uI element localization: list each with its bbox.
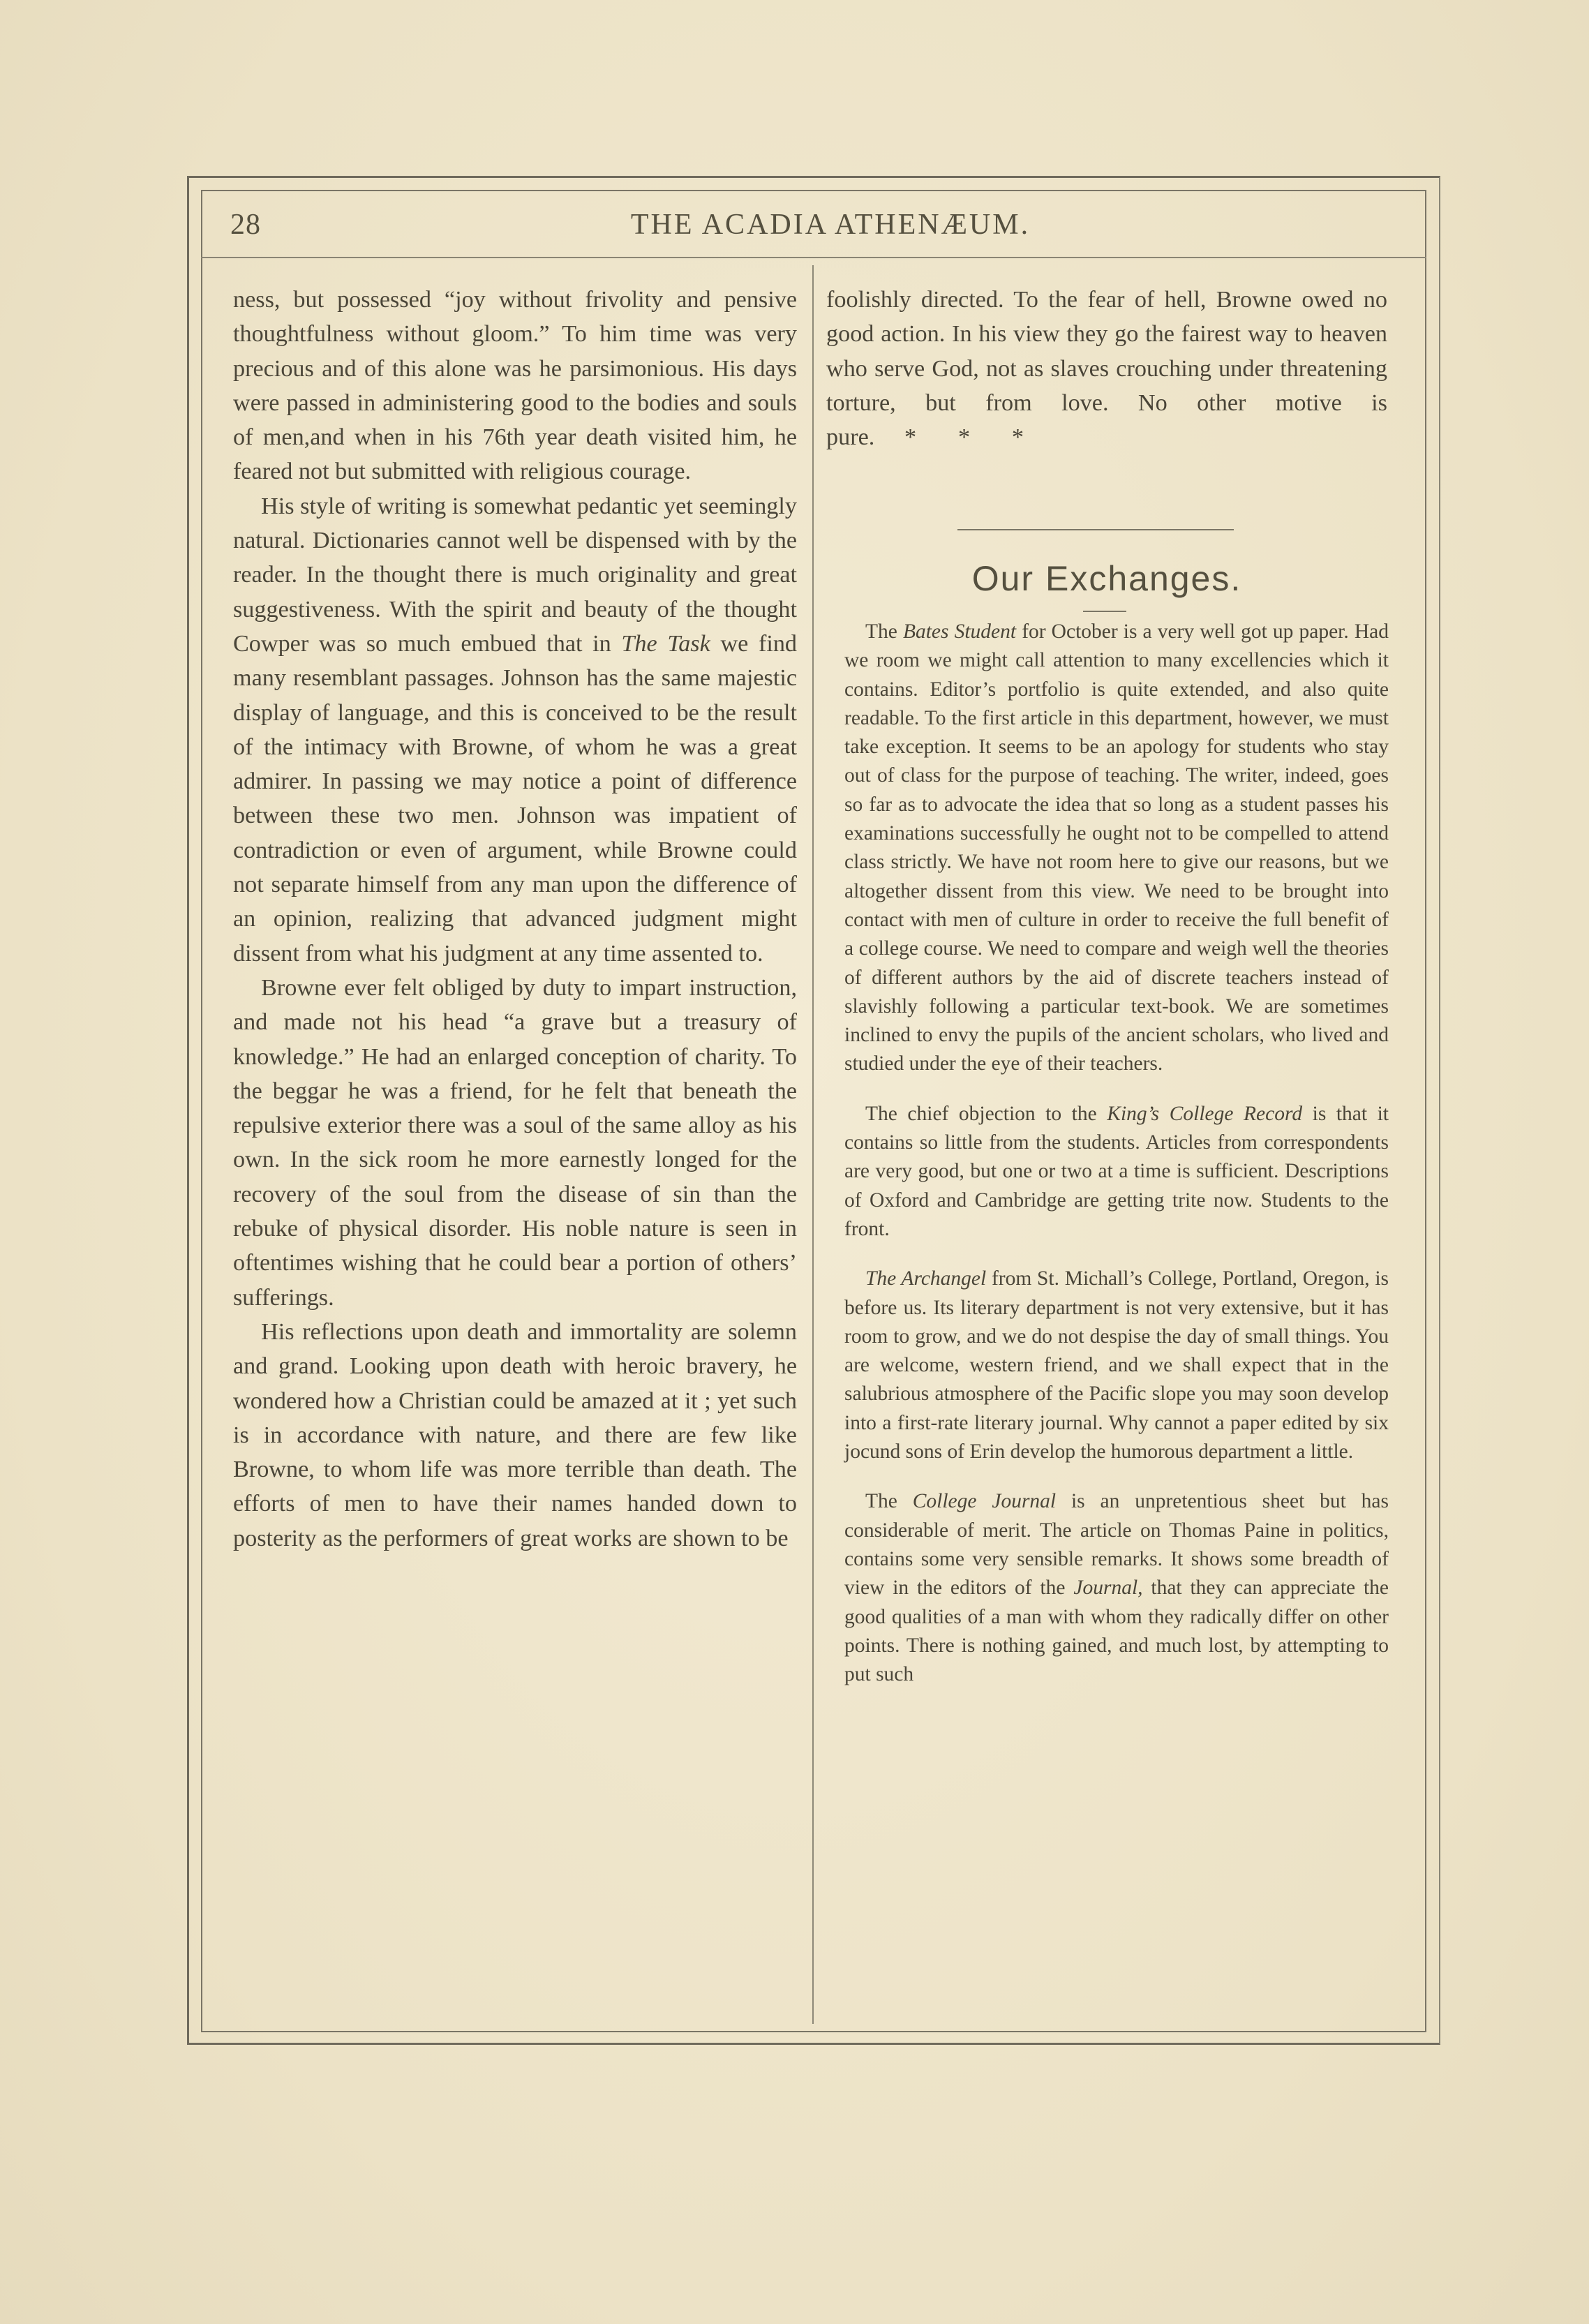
left-column (233, 283, 797, 1556)
exchange-item (844, 1100, 1389, 1244)
exchange-lead: The chief objection to the (865, 1102, 1097, 1125)
title-underline (1083, 611, 1126, 612)
exchange-text: for October is a very well got up paper. Had we room we might call attention to many excellencies which it contains. Editor’s portfolio is quite extended, and also quite readable. To the first article in this department, however, we must take exception. It seems to be an apology for students who stay out of class for the purpose of teaching. The writer, indeed, goes so far as to advocate the idea that so long as a student passes his examinations successfully he ought not to be compelled to attend class strictly. We have not room here to give our reasons, but we altogether dissent from this view. We need to be brought into contact with men of culture in order to receive the full benefit of a college course. We need to compare and weigh well the theories of different authors by the aid of discrete teachers instead of slavishly following a particular text-book. We are sometimes inclined to envy the pupils of the ancient scholars, who lived and studied under the eye of their teachers. (844, 620, 1389, 1075)
publication-title: King’s College Record (1107, 1102, 1303, 1125)
publication-title: Bates Student (902, 620, 1017, 643)
exchange-text: that they can appreciate the good qualities of a man with whom they radically differ on other points. There is nothing gained, and much lost, by attempting to put such (844, 1577, 1389, 1686)
publication-title: Journal, (1073, 1577, 1143, 1600)
paragraph-text: we find many resemblant passages. Johnson has the same majestic display of language, and this is conceived to be the result of the intimacy with Browne, of whom he was a great admirer. In passing we may notice a point of difference between these two men. Johnson was impatient of contradiction or even of argument, while Browne could not separate himself from any man upon the difference of an opinion, realizing that advanced judgment might dissent from what his judgment at any time assented to. (233, 630, 798, 967)
exchanges-section (844, 618, 1389, 1689)
journal-title: THE ACADIA ATHENÆUM. (630, 209, 1031, 241)
paragraph-text: foolishly directed. To the fear of hell, Browne owed no good action. In his view they go the fairest way to heaven who serve God, not as slaves crouching under threatening torture, but from love. No other motive is pure. (826, 287, 1387, 451)
page-header (230, 202, 1431, 251)
paragraph (233, 489, 797, 971)
publication-title: College Journal (912, 1490, 1057, 1513)
paragraph: ness, but possessed “joy without frivolity and pensive thoughtfulness without gloom.” To him time was very precious and of this alone was he parsimonious. His days were passed in administering good to the bodies and souls of men,and when in his 76th year death visited him, he feared not but submitted with religious courage. (233, 287, 797, 485)
paragraph-text: His style of writing is somewhat pedantic yet seemingly natural. Dictionaries cannot well be dispensed with by the reader. In the thought there is much originality and great suggestiveness. With the spirit and beauty of the thought Cowper was so much embued that in (233, 493, 797, 657)
publication-title: The Archangel (865, 1267, 987, 1290)
page-number: 28 (230, 209, 261, 241)
exchange-text: is an unpretentious sheet but has considerable of merit. The article on Thomas Paine in politics, contains some very sensible remarks. It shows some breadth of view in the editors of the (844, 1490, 1389, 1600)
exchange-lead: The (865, 1490, 897, 1513)
paragraph (826, 283, 1387, 454)
paragraph: His reflections upon death and immortality are solemn and grand. Looking upon death with heroic bravery, he wondered how a Christian could be amazed at it ; yet such is in accordance with nature, and there are few like Browne, to whom life was more terrible than death. The efforts of men to have their names handed down to posterity as the performers of great works are shown to be (233, 1318, 797, 1551)
section-rule (957, 529, 1234, 530)
exchange-text: is that it contains so little from the students. Articles from correspondents are very good, but one or two at a time is sufficient. Descriptions of Oxford and Cambridge are getting trite now. Students to the front. (844, 1102, 1389, 1240)
exchange-item (844, 1265, 1389, 1466)
right-column-continuation (826, 283, 1387, 454)
exchange-item (844, 618, 1389, 1079)
header-rule (201, 257, 1426, 258)
exchange-lead: The (865, 620, 897, 643)
section-title: Our Exchanges. (971, 559, 1242, 598)
paragraph: Browne ever felt obliged by duty to impart instruction, and made not his head “a grave but a treasury of knowledge.” He had an enlarged conception of charity. To the beggar he was a friend, for he felt that beneath the repulsive exterior there was a soul of the same alloy as his own. In the sick room he more earnestly longed for the recovery of the soul from the disease of sin than the rebuke of physical disorder. His noble nature is seen in oftentimes wishing that he could bear a portion of others’ sufferings. (233, 974, 797, 1311)
exchange-item (844, 1487, 1389, 1689)
exchange-text: from St. Michall’s College, Portland, Oregon, is before us. Its literary department is not very extensive, but it has room to grow, and we do not despise the day of small things. You are welcome, western friend, and we shall expect that in the salubrious atmosphere of the Pacific slope you may soon develop into a first-rate literary journal. Why cannot a paper edited by six jocund sons of Erin develop the humorous department a little. (844, 1267, 1389, 1463)
asterisks: * * * (904, 424, 1024, 451)
work-title: The Task (621, 630, 710, 657)
column-divider (812, 265, 814, 2024)
